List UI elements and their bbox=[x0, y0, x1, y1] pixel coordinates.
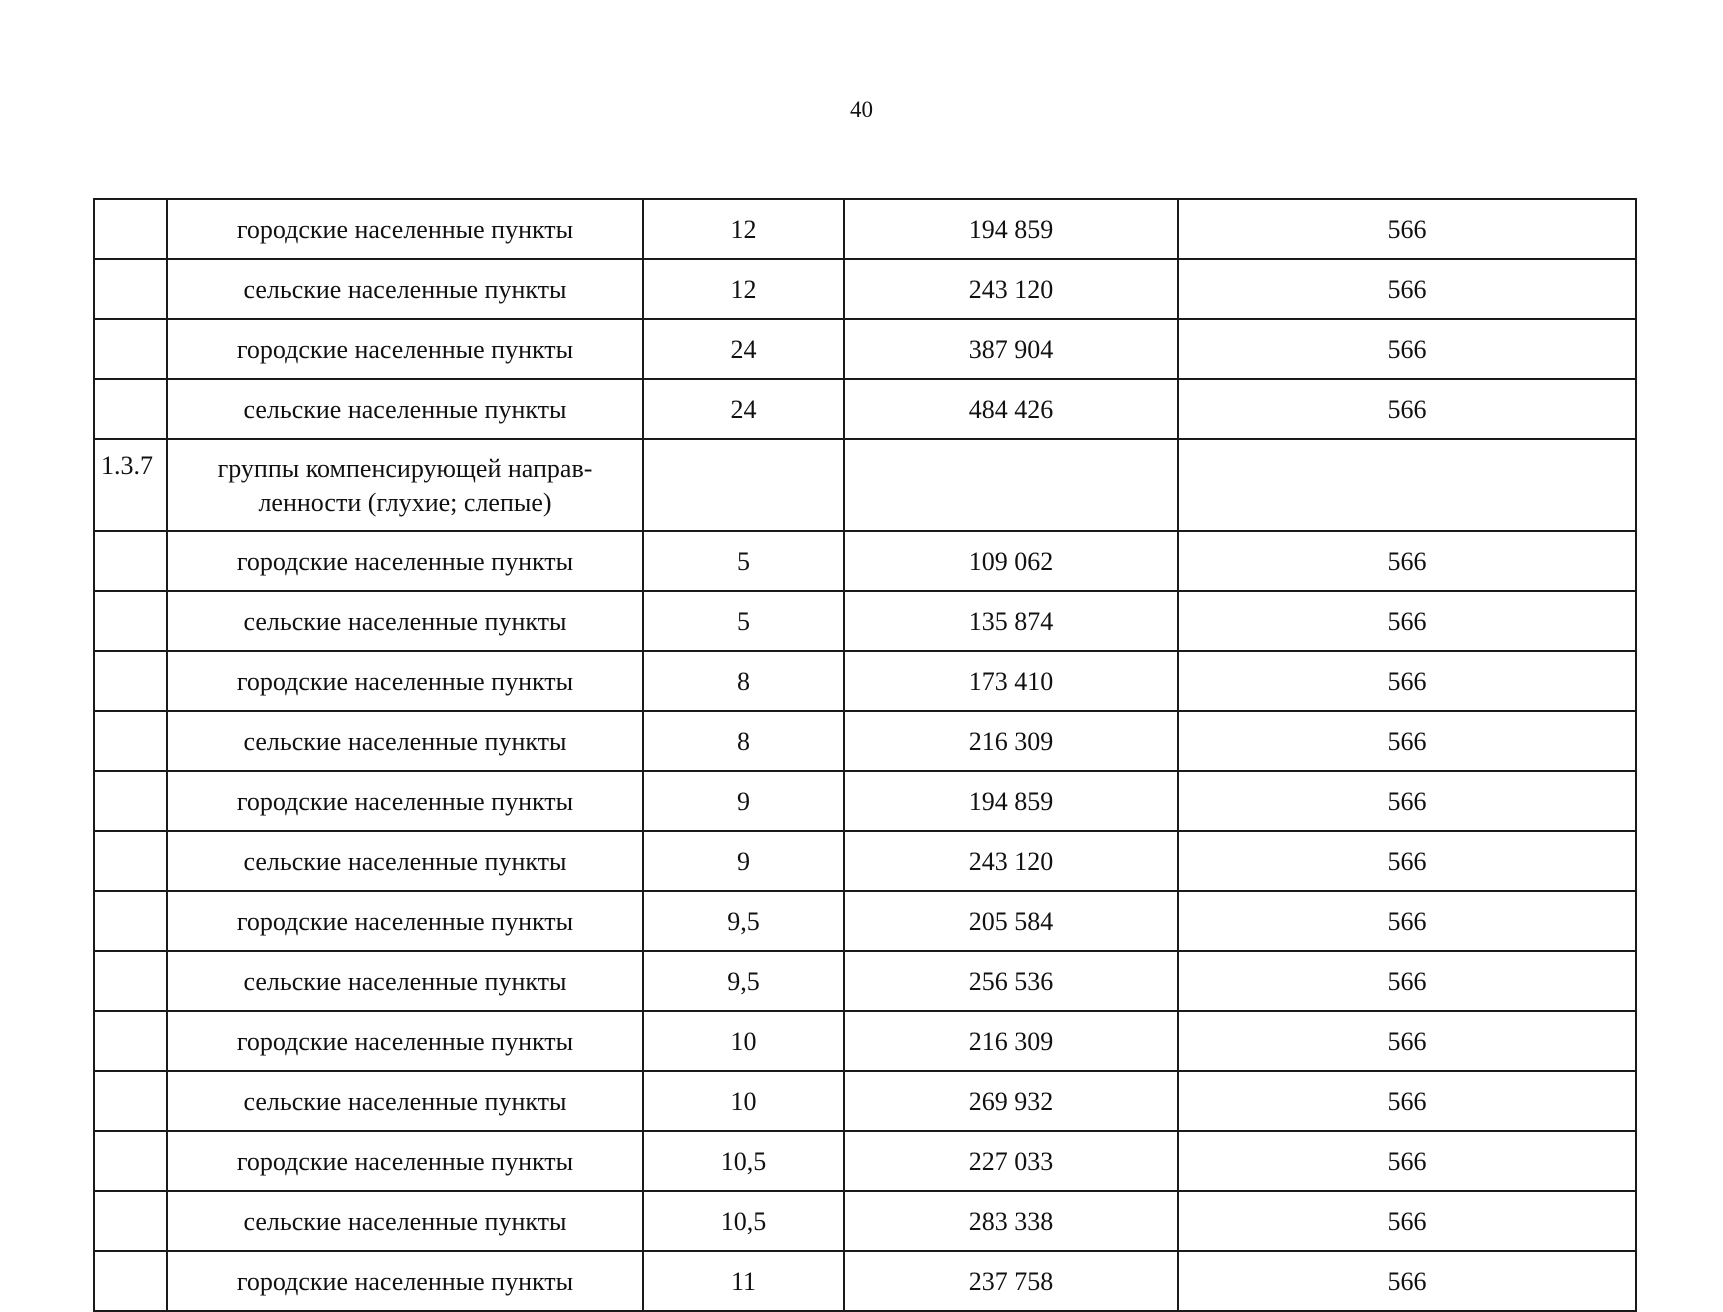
hours-value: 10 bbox=[643, 1071, 844, 1131]
settlement-type: городские населенные пункты bbox=[167, 531, 643, 591]
amount-value: 283 338 bbox=[844, 1191, 1178, 1251]
hours-value: 24 bbox=[643, 319, 844, 379]
amount-value: 243 120 bbox=[844, 259, 1178, 319]
amount-value: 135 874 bbox=[844, 591, 1178, 651]
settlement-type: городские населенные пункты bbox=[167, 319, 643, 379]
settlement-type: городские населенные пункты bbox=[167, 771, 643, 831]
hours-value: 8 bbox=[643, 651, 844, 711]
amount-value: 205 584 bbox=[844, 891, 1178, 951]
code-value: 566 bbox=[1178, 951, 1636, 1011]
row-number bbox=[94, 891, 167, 951]
table-row bbox=[94, 1251, 1636, 1311]
row-number bbox=[94, 951, 167, 1011]
table-row bbox=[94, 379, 1636, 439]
code-value bbox=[1178, 439, 1636, 531]
row-number bbox=[94, 831, 167, 891]
section-title-line: ленности (глухие; слепые) bbox=[258, 488, 552, 517]
settlement-type: сельские населенные пункты bbox=[167, 591, 643, 651]
table-row bbox=[94, 891, 1636, 951]
table-row bbox=[94, 771, 1636, 831]
table-row bbox=[94, 531, 1636, 591]
amount-value: 109 062 bbox=[844, 531, 1178, 591]
amount-value: 269 932 bbox=[844, 1071, 1178, 1131]
table-row bbox=[94, 1071, 1636, 1131]
code-value: 566 bbox=[1178, 259, 1636, 319]
row-number bbox=[94, 379, 167, 439]
table-row bbox=[94, 199, 1636, 259]
code-value: 566 bbox=[1178, 1071, 1636, 1131]
hours-value: 10,5 bbox=[643, 1131, 844, 1191]
row-number bbox=[94, 259, 167, 319]
hours-value bbox=[643, 439, 844, 531]
hours-value: 5 bbox=[643, 591, 844, 651]
amount-value: 194 859 bbox=[844, 771, 1178, 831]
hours-value: 10 bbox=[643, 1011, 844, 1071]
amount-value: 173 410 bbox=[844, 651, 1178, 711]
row-number bbox=[94, 1071, 167, 1131]
amount-value bbox=[844, 439, 1178, 531]
table-row bbox=[94, 651, 1636, 711]
hours-value: 11 bbox=[643, 1251, 844, 1311]
row-number bbox=[94, 1191, 167, 1251]
hours-value: 24 bbox=[643, 379, 844, 439]
page-number: 40 bbox=[850, 97, 873, 122]
amount-value: 227 033 bbox=[844, 1131, 1178, 1191]
code-value: 566 bbox=[1178, 1131, 1636, 1191]
settlement-type: сельские населенные пункты bbox=[167, 711, 643, 771]
code-value: 566 bbox=[1178, 319, 1636, 379]
code-value: 566 bbox=[1178, 591, 1636, 651]
amount-value: 243 120 bbox=[844, 831, 1178, 891]
row-number bbox=[94, 531, 167, 591]
settlement-type: сельские населенные пункты bbox=[167, 259, 643, 319]
table-row bbox=[94, 1191, 1636, 1251]
table-row bbox=[94, 1011, 1636, 1071]
code-value: 566 bbox=[1178, 1191, 1636, 1251]
code-value: 566 bbox=[1178, 1011, 1636, 1071]
table-row bbox=[94, 711, 1636, 771]
row-number bbox=[94, 591, 167, 651]
row-number bbox=[94, 319, 167, 379]
code-value: 566 bbox=[1178, 1251, 1636, 1311]
row-number bbox=[94, 1011, 167, 1071]
settlement-type: городские населенные пункты bbox=[167, 1011, 643, 1071]
settlement-type: городские населенные пункты bbox=[167, 1131, 643, 1191]
amount-value: 194 859 bbox=[844, 199, 1178, 259]
settlement-type: городские населенные пункты bbox=[167, 651, 643, 711]
settlement-type: городские населенные пункты bbox=[167, 891, 643, 951]
settlement-type: сельские населенные пункты bbox=[167, 1071, 643, 1131]
table-row bbox=[94, 951, 1636, 1011]
settlement-type: сельские населенные пункты bbox=[167, 831, 643, 891]
code-value: 566 bbox=[1178, 891, 1636, 951]
hours-value: 12 bbox=[643, 259, 844, 319]
table-row bbox=[94, 259, 1636, 319]
code-value: 566 bbox=[1178, 711, 1636, 771]
amount-value: 256 536 bbox=[844, 951, 1178, 1011]
data-table bbox=[93, 198, 1637, 1312]
settlement-type: городские населенные пункты bbox=[167, 199, 643, 259]
settlement-type: сельские населенные пункты bbox=[167, 951, 643, 1011]
code-value: 566 bbox=[1178, 771, 1636, 831]
hours-value: 5 bbox=[643, 531, 844, 591]
code-value: 566 bbox=[1178, 199, 1636, 259]
amount-value: 387 904 bbox=[844, 319, 1178, 379]
hours-value: 12 bbox=[643, 199, 844, 259]
settlement-type: городские населенные пункты bbox=[167, 1251, 643, 1311]
row-number bbox=[94, 651, 167, 711]
amount-value: 237 758 bbox=[844, 1251, 1178, 1311]
section-title bbox=[167, 439, 643, 531]
amount-value: 216 309 bbox=[844, 1011, 1178, 1071]
hours-value: 8 bbox=[643, 711, 844, 771]
row-number bbox=[94, 199, 167, 259]
row-number bbox=[94, 1251, 167, 1311]
code-value: 566 bbox=[1178, 651, 1636, 711]
code-value: 566 bbox=[1178, 379, 1636, 439]
hours-value: 10,5 bbox=[643, 1191, 844, 1251]
section-header-row bbox=[94, 439, 1636, 531]
row-number bbox=[94, 1131, 167, 1191]
code-value: 566 bbox=[1178, 831, 1636, 891]
settlement-type: сельские населенные пункты bbox=[167, 379, 643, 439]
hours-value: 9,5 bbox=[643, 951, 844, 1011]
table-row bbox=[94, 831, 1636, 891]
amount-value: 484 426 bbox=[844, 379, 1178, 439]
settlement-type: сельские населенные пункты bbox=[167, 1191, 643, 1251]
row-number bbox=[94, 711, 167, 771]
hours-value: 9 bbox=[643, 771, 844, 831]
hours-value: 9 bbox=[643, 831, 844, 891]
table-row bbox=[94, 319, 1636, 379]
table-row bbox=[94, 591, 1636, 651]
amount-value: 216 309 bbox=[844, 711, 1178, 771]
table-row bbox=[94, 1131, 1636, 1191]
row-number bbox=[94, 771, 167, 831]
hours-value: 9,5 bbox=[643, 891, 844, 951]
section-title-line: группы компенсирующей направ- bbox=[217, 454, 593, 483]
section-number: 1.3.7 bbox=[94, 439, 167, 531]
code-value: 566 bbox=[1178, 531, 1636, 591]
